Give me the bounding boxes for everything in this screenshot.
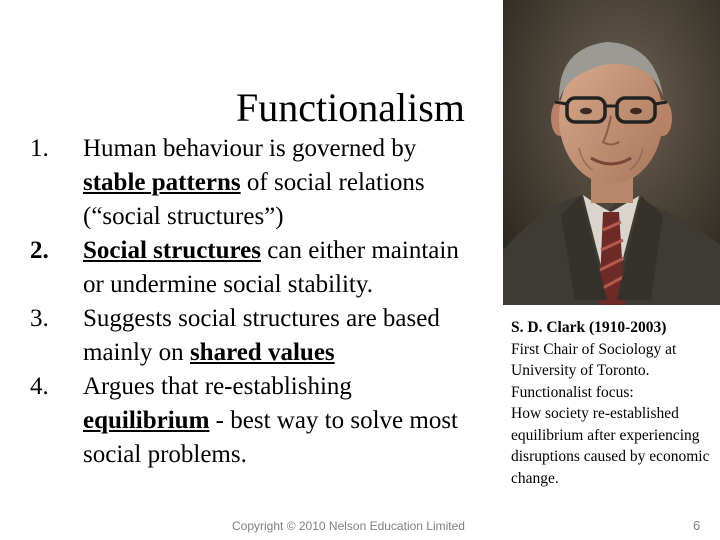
bullet-text: Human behaviour is governed by	[83, 135, 417, 162]
emphasis-text: equilibrium	[83, 407, 210, 434]
slide-title: Functionalism	[236, 85, 465, 130]
bullet-item	[30, 302, 470, 370]
emphasis-text: stable patterns	[83, 169, 241, 196]
bullet-item	[30, 132, 470, 234]
bullet-text: of social relations (“social structures”)	[83, 169, 425, 230]
caption-body: First Chair of Sociology at University of Toronto. Functionalist focus: How society re-established equilibrium after experiencing disruptions caused by economic change.	[511, 340, 710, 487]
bullet-number: 3.	[30, 305, 49, 332]
caption-heading: S. D. Clark (1910-2003)	[511, 319, 667, 336]
bullet-text: can either maintain or undermine social stability.	[83, 237, 459, 298]
emphasis-text: shared values	[189, 339, 335, 366]
copyright-footer: Copyright © 2010 Nelson Education Limited	[232, 519, 465, 533]
portrait-photo	[503, 0, 720, 305]
bullet-text: Suggests social structures are based mainly on	[83, 305, 440, 366]
emphasis-text: Social structures	[83, 237, 261, 264]
bullet-item	[30, 234, 470, 302]
bullet-number: 4.	[30, 373, 49, 400]
page-number: 6	[693, 518, 701, 533]
bullet-list	[30, 132, 470, 472]
portrait-caption	[511, 317, 716, 489]
bullet-number: 2.	[30, 237, 49, 264]
bullet-text: - best way to solve most social problems.	[83, 407, 459, 468]
bullet-item	[30, 370, 470, 472]
bullet-number: 1.	[30, 135, 49, 162]
bullet-text: Argues that re-establishing	[83, 373, 352, 400]
